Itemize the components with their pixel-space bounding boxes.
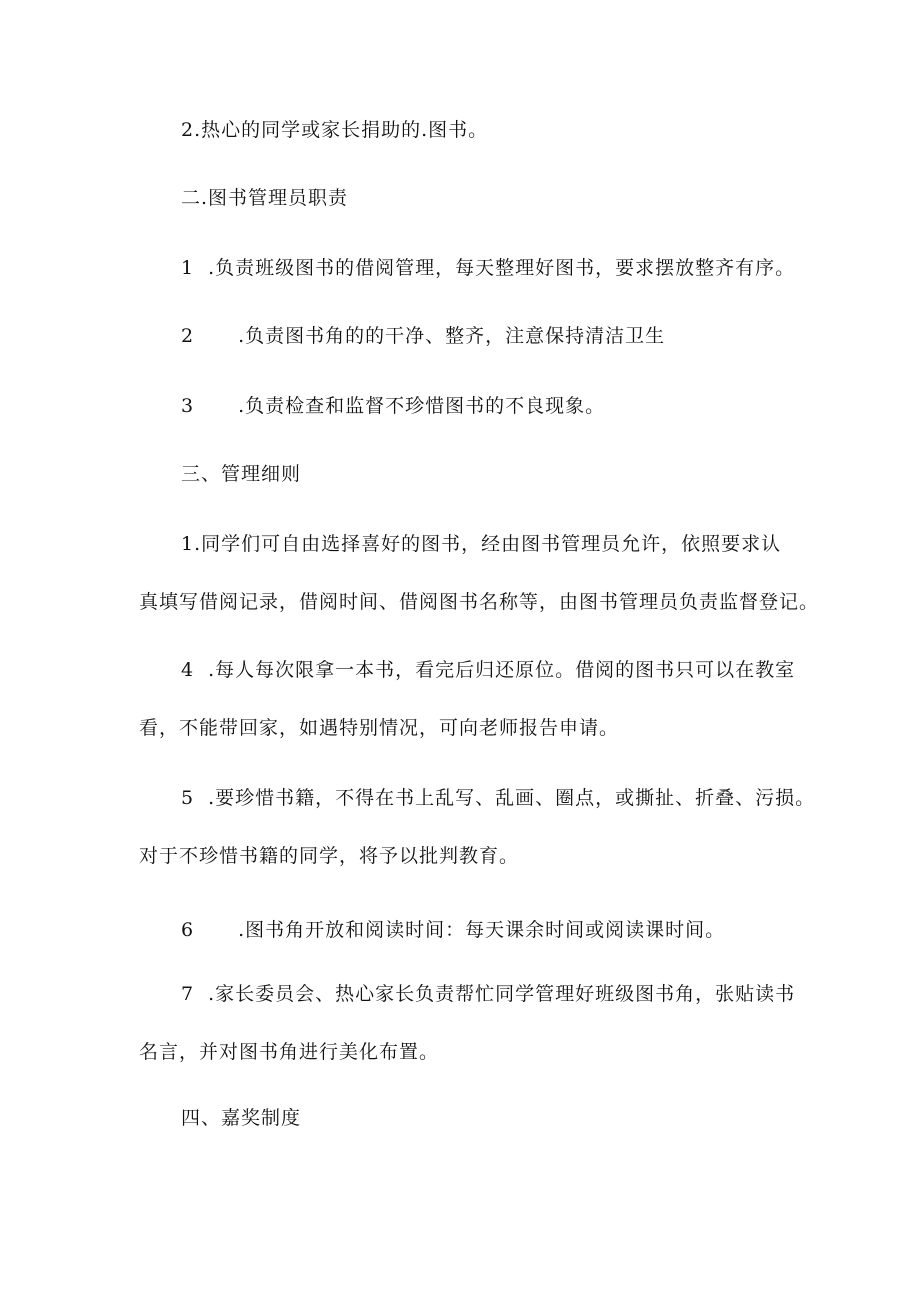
item-number: 2 (181, 325, 195, 347)
duty-item-1 (181, 256, 795, 280)
item-text: .负责班级图书的借阅管理，每天整理好图书，要求摆放整齐有序。 (208, 257, 796, 279)
duty-item-3 (181, 394, 605, 418)
item-text: .要珍惜书籍，不得在书上乱写、乱画、圈点，或撕扯、折叠、污损。 (208, 787, 816, 809)
heading-text: 三、管理细则 (181, 463, 302, 485)
item-text: 真填写借阅记录，借阅时间、借阅图书名称等，由图书管理员负责监督登记。 (139, 591, 820, 613)
section-heading-librarian-duties (181, 186, 348, 210)
item-text: .负责图书角的的干净、整齐，注意保持清洁卫生 (238, 325, 666, 347)
item-number: 5 (181, 787, 195, 809)
heading-text: 二.图书管理员职责 (181, 187, 349, 209)
rule-item-4-line-2 (139, 716, 619, 740)
item-text: 1.同学们可自由选择喜好的图书，经由图书管理员允许，依照要求认 (181, 533, 782, 555)
rule-item-7-line-2 (139, 1040, 439, 1064)
rule-item-1-line-2 (139, 590, 819, 614)
rule-item-5-line-2 (139, 844, 519, 868)
rule-item-6 (181, 918, 725, 942)
item-text: .负责检查和监督不珍惜图书的不良现象。 (238, 395, 606, 417)
rule-item-5-line-1 (181, 786, 815, 810)
rule-item-4-line-1 (181, 658, 795, 682)
item-number: 4 (181, 659, 195, 681)
item-number: 3 (181, 395, 195, 417)
line-text: 2.热心的同学或家长捐助的.图书。 (181, 119, 489, 141)
paragraph-source-2 (181, 118, 488, 142)
heading-text: 四、嘉奖制度 (181, 1107, 302, 1129)
item-number: 6 (181, 919, 195, 941)
section-heading-management-rules (181, 462, 301, 486)
item-text: .图书角开放和阅读时间：每天课余时间或阅读课时间。 (238, 919, 726, 941)
item-text: .每人每次限拿一本书，看完后归还原位。借阅的图书只可以在教室 (208, 659, 796, 681)
item-text: .家长委员会、热心家长负责帮忙同学管理好班级图书角，张贴读书 (208, 983, 796, 1005)
item-text: 看，不能带回家，如遇特别情况，可向老师报告申请。 (139, 717, 620, 739)
item-number: 1 (181, 257, 195, 279)
rule-item-7-line-1 (181, 982, 795, 1006)
section-heading-reward-system (181, 1106, 301, 1130)
item-text: 名言，并对图书角进行美化布置。 (139, 1041, 440, 1063)
item-number: 7 (181, 983, 195, 1005)
rule-item-1-line-1 (181, 532, 781, 556)
duty-item-2 (181, 324, 665, 348)
item-text: 对于不珍惜书籍的同学，将予以批判教育。 (139, 845, 520, 867)
